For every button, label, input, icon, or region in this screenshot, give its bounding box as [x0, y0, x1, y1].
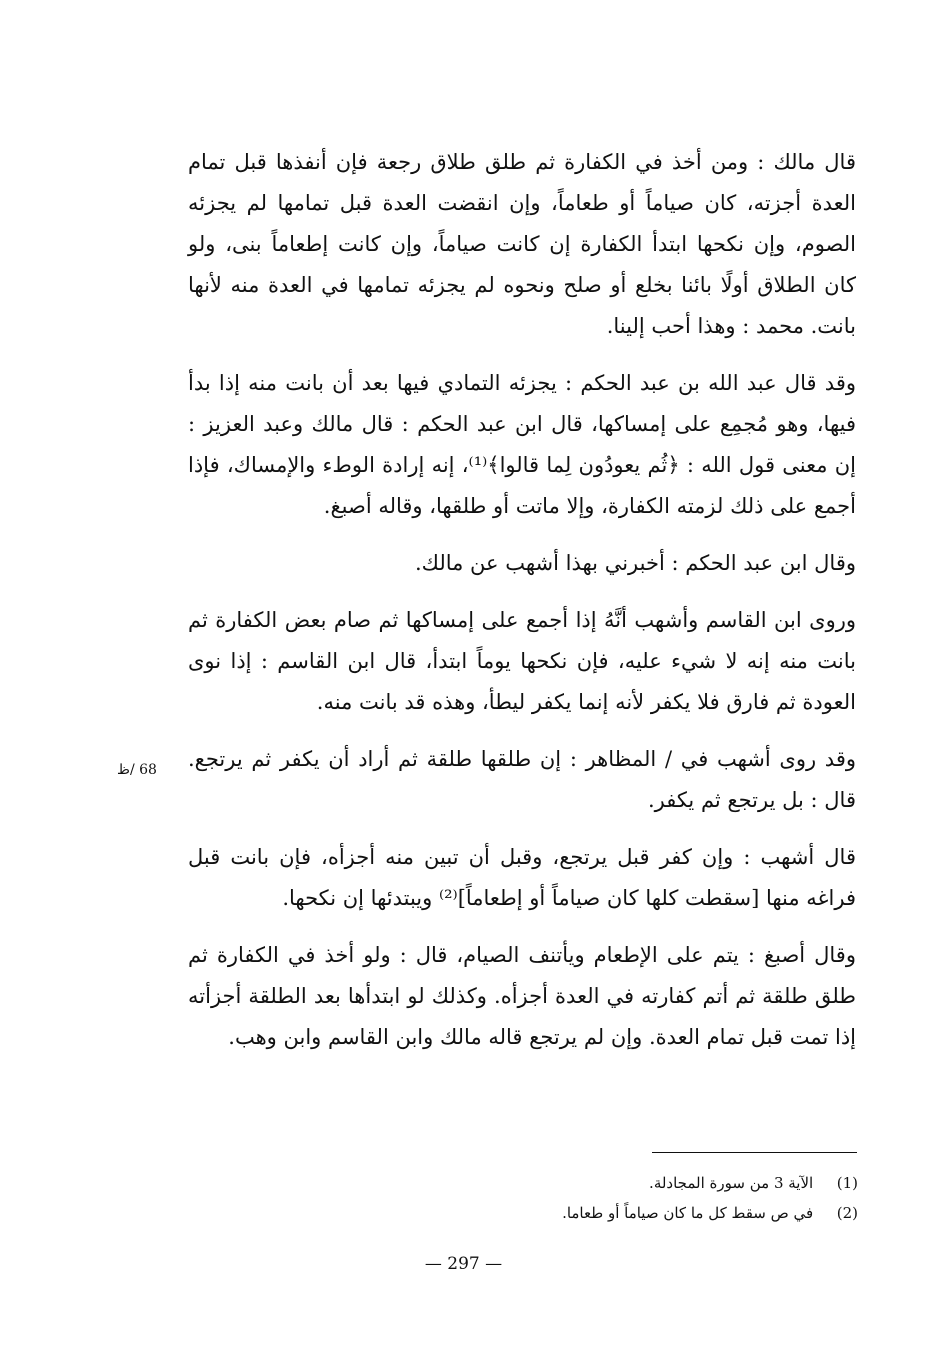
paragraph-4: وروى ابن القاسم وأشهب أنَّهُ إذا أجمع على إمساكها ثم صام بعض الكفارة ثم بانت منه إنه لا شيء عليه، فإن نكحها يوماً ابتدأ، قال ابن القاسم : إذا نوى العودة ثم فارق فلا يكفر لأنه إنما يكفر ليطأ، وهذه قد بانت منه.: [188, 608, 856, 714]
footnote-separator: [652, 1152, 857, 1153]
manuscript-folio-note: 68 /ظ: [117, 762, 157, 778]
paragraph-2: وقد قال عبد الله بن عبد الحكم : يجزئه التمادي فيها بعد أن بانت منه إذا بدأ فيها، وهو مُجمِع على إمساكها، قال ابن عبد الحكم : قال مالك وعبد العزيز : إن معنى قول الله : ﴿ثُم يعودُون لِما قالوا﴾⁽¹⁾، إنه إرادة الوطء والإمساك، فإذا أجمع على ذلك لزمته الكفارة، وإلا ماتت أو طلقها، وقاله أصبغ.: [188, 371, 856, 518]
footnotes: [430, 1168, 858, 1228]
footnote-text: في ص سقط كل ما كان صياماً أو طعاما.: [562, 1204, 814, 1222]
footnote-text: الآية 3 من سورة المجادلة.: [649, 1174, 814, 1192]
page-number: — 297 —: [424, 1254, 503, 1274]
footnote-item: [430, 1168, 858, 1198]
paragraph-1: قال مالك : ومن أخذ في الكفارة ثم طلق طلاق رجعة فإن أنفذها قبل تمام العدة أجزته، كان صياماً أو طعاماً، وإن انقضت العدة قبل تمامها لم يجزئه الصوم، وإن نكحها ابتدأ الكفارة إن كانت صياماً، وإن كانت إطعاماً بنى، ولو كان الطلاق أولًا بائنا بخلع أو صلح ونحوه لم يجزئه تمامها في العدة منه لأنها بانت. محمد : وهذا أحب إلينا.: [188, 150, 856, 338]
paragraph-5: وقد روى أشهب في / المظاهر : إن طلقها طلقة ثم أراد أن يكفر ثم يرتجع. قال : بل يرتجع ثم يكفر.: [188, 747, 856, 812]
paragraph-6: قال أشهب : وإن كفر قبل يرتجع، وقبل أن تبين منه أجزأه، فإن بانت قبل فراغه منها [سقطت كلها كان صياماً أو إطعاماً]⁽²⁾ ويبتدئها إن نكحها.: [188, 845, 856, 910]
paragraph-7: وقال أصبغ : يتم على الإطعام ويأتنف الصيام، قال : ولو أخذ في الكفارة ثم طلق طلقة ثم أتم كفارته في العدة أجزأه. وكذلك لو ابتدأها بعد الطلقة أجزأته إذا تمت قبل تمام العدة. وإن لم يرتجع قاله مالك وابن القاسم وابن وهب.: [188, 943, 856, 1049]
footnote-number: (2): [836, 1204, 858, 1222]
footnote-number: (1): [836, 1174, 858, 1192]
footnote-item: [430, 1198, 858, 1228]
paragraph-3: وقال ابن عبد الحكم : أخبرني بهذا أشهب عن مالك.: [414, 551, 856, 575]
main-text: [188, 142, 856, 1074]
